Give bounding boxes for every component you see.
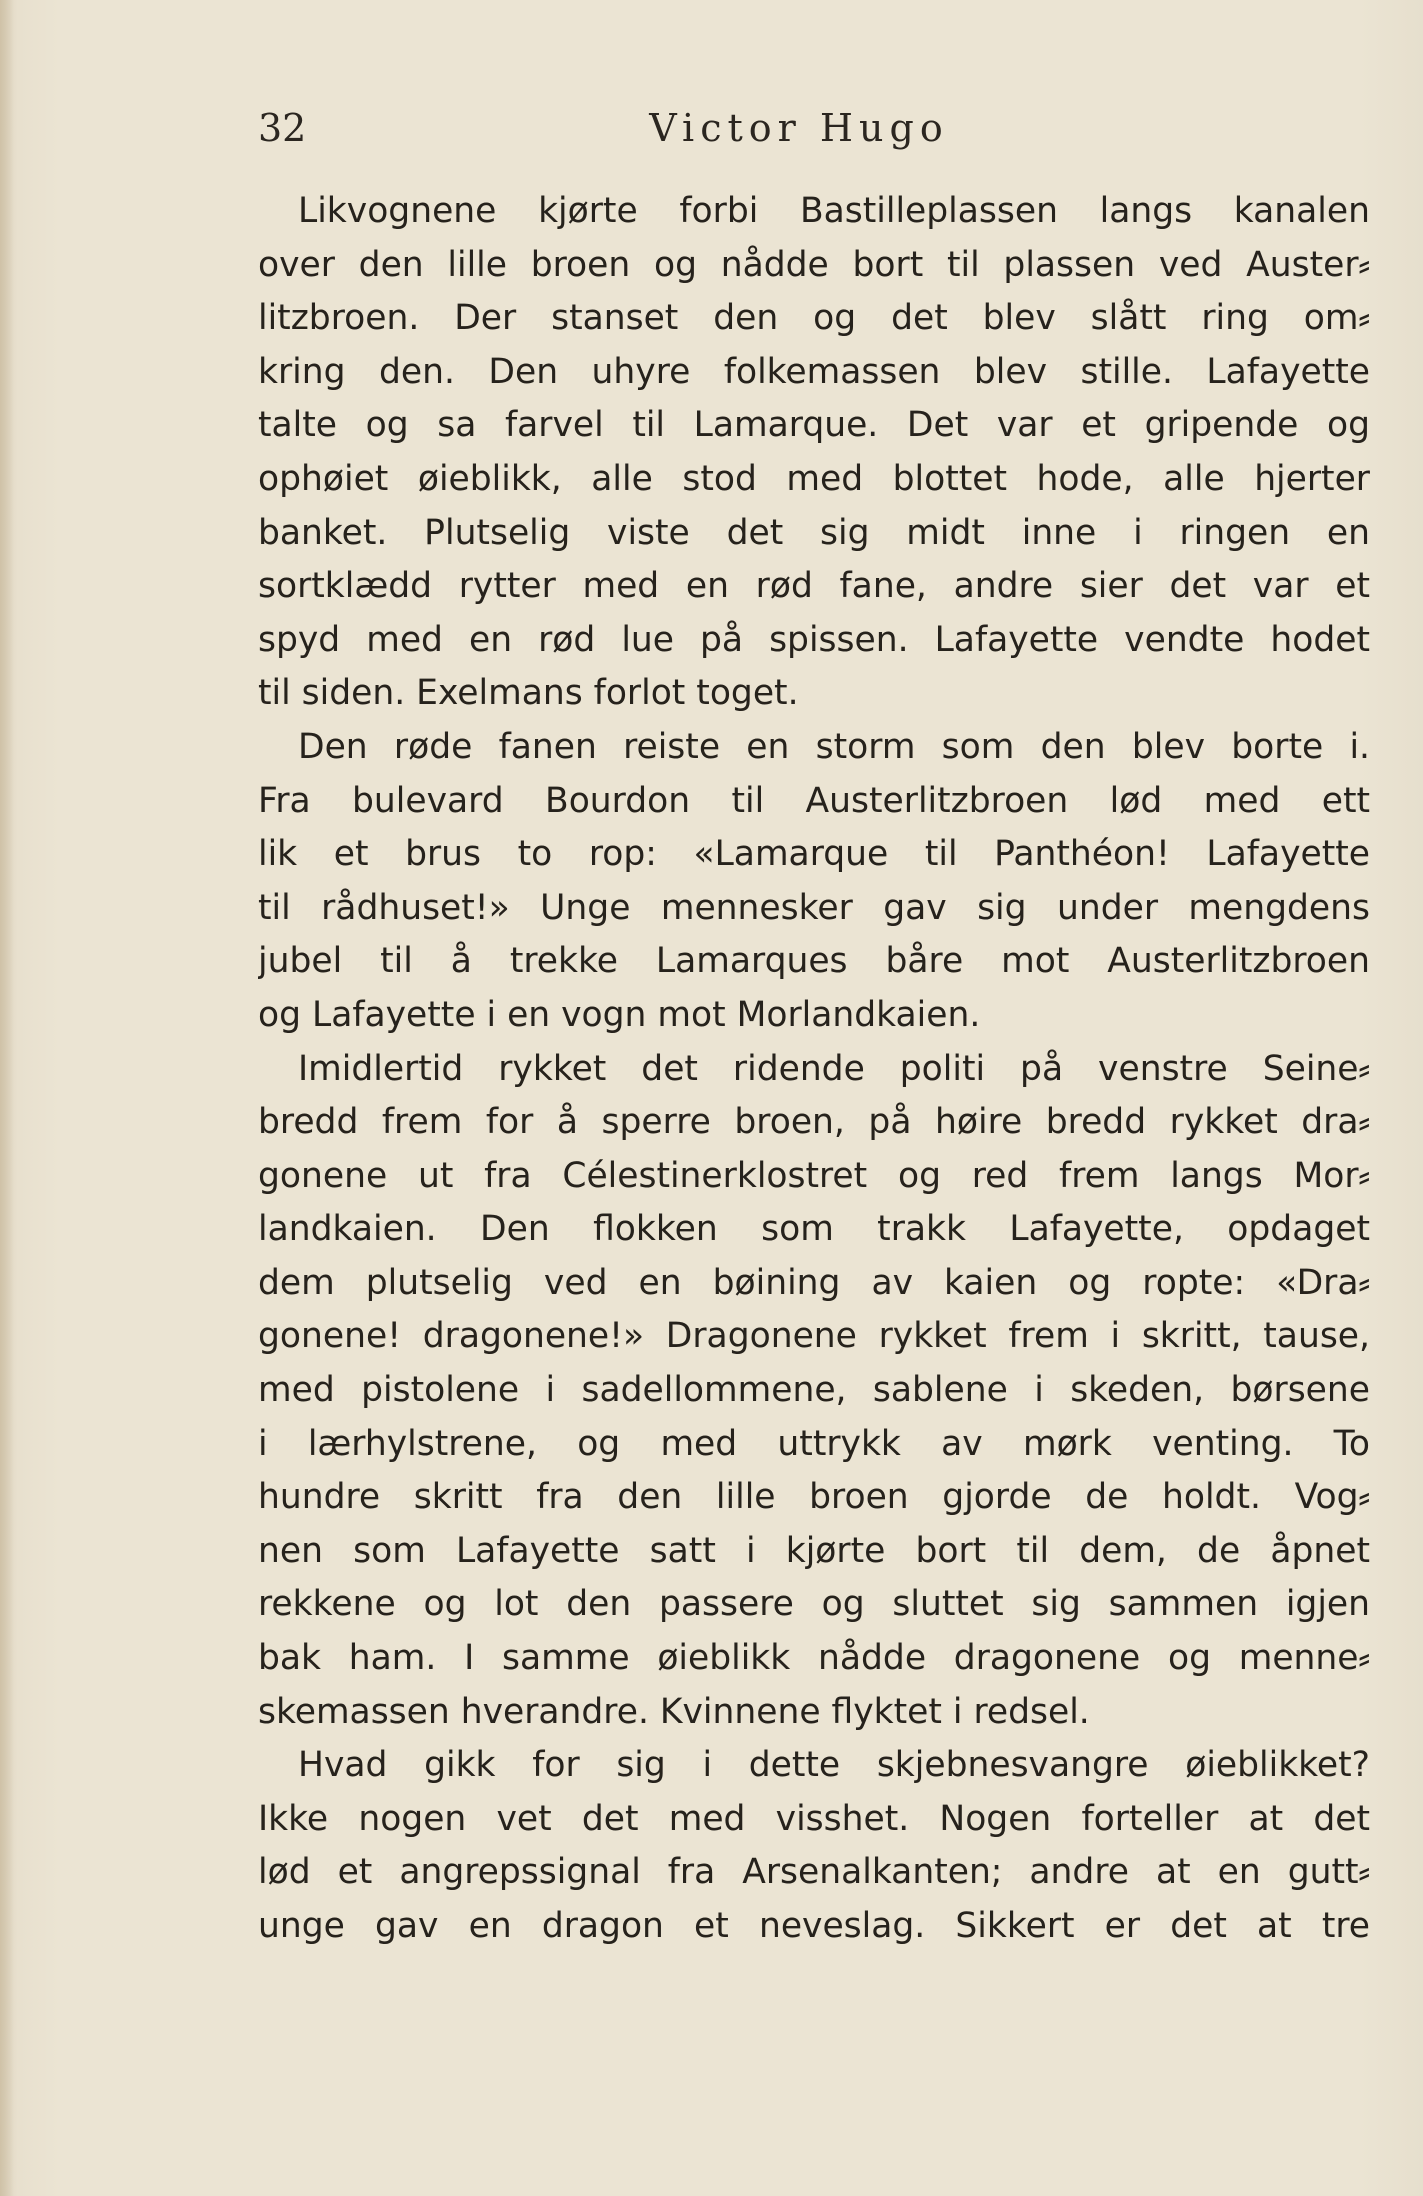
- page-number: 32: [258, 106, 307, 150]
- text-line: landkaien. Den flokken som trakk Lafayette, opdaget: [258, 1209, 1370, 1250]
- body-text: [258, 185, 1370, 1954]
- text-line: lik et brus to rop: «Lamarque til Panthéon! Lafayette: [258, 834, 1370, 875]
- page-header: [258, 100, 1370, 160]
- text-line: spyd med en rød lue på spissen. Lafayette vendte hodet: [258, 619, 1370, 660]
- page-binding-shadow: [0, 0, 14, 2196]
- text-line: jubel til å trekke Lamarques båre mot Austerlitzbroen: [258, 941, 1370, 982]
- text-line: gonene ut fra Célestinerklostret og red frem langs Mor⸗: [258, 1155, 1370, 1196]
- text-line: kring den. Den uhyre folkemassen blev stille. Lafayette: [258, 351, 1370, 392]
- text-line: gonene! dragonene!» Dragonene rykket frem i skritt, tause,: [258, 1316, 1370, 1357]
- text-line: bak ham. I samme øieblikk nådde dragonene og menne⸗: [258, 1638, 1370, 1679]
- text-line: i lærhylstrene, og med uttrykk av mørk venting. To: [258, 1423, 1370, 1464]
- text-line: dem plutselig ved en bøining av kaien og ropte: «Dra⸗: [258, 1262, 1370, 1303]
- text-line: og Lafayette i en vogn mot Morlandkaien.: [258, 994, 981, 1035]
- text-line: bredd frem for å sperre broen, på høire bredd rykket dra⸗: [258, 1102, 1370, 1143]
- text-line: ophøiet øieblikk, alle stod med blottet hode, alle hjerter: [258, 458, 1370, 499]
- text-line: Ikke nogen vet det med visshet. Nogen forteller at det: [258, 1798, 1370, 1839]
- text-line: rekkene og lot den passere og sluttet sig sammen igjen: [258, 1584, 1370, 1625]
- text-line: Likvognene kjørte forbi Bastilleplassen langs kanalen: [298, 191, 1370, 231]
- text-line: med pistolene i sadellommene, sablene i skeden, børsene: [258, 1370, 1370, 1411]
- text-line: sortklædd rytter med en rød fane, andre sier det var et: [258, 566, 1370, 607]
- text-line: lød et angrepssignal fra Arsenalkanten; andre at en gutt⸗: [258, 1852, 1370, 1893]
- text-line: hundre skritt fra den lille broen gjorde de holdt. Vog⸗: [258, 1477, 1370, 1518]
- text-line: Fra bulevard Bourdon til Austerlitzbroen lød med ett: [258, 780, 1370, 821]
- text-line: Den røde fanen reiste en storm som den blev borte i.: [298, 726, 1370, 767]
- text-line: talte og sa farvel til Lamarque. Det var et gripende og: [258, 405, 1370, 446]
- running-title: Victor Hugo: [649, 106, 949, 150]
- text-line: unge gav en dragon et neveslag. Sikkert er det at tre: [258, 1906, 1370, 1946]
- text-line: nen som Lafayette satt i kjørte bort til dem, de åpnet: [258, 1530, 1370, 1571]
- text-line: litzbroen. Der stanset den og det blev slått ring om⸗: [258, 298, 1370, 339]
- text-line: over den lille broen og nådde bort til plassen ved Auster⸗: [258, 244, 1370, 285]
- text-line: Hvad gikk for sig i dette skjebnesvangre øieblikket?: [298, 1745, 1370, 1786]
- text-line: skemassen hverandre. Kvinnene flyktet i redsel.: [258, 1691, 1090, 1732]
- text-line: Imidlertid rykket det ridende politi på venstre Seine⸗: [298, 1048, 1370, 1089]
- text-line: til siden. Exelmans forlot toget.: [258, 673, 799, 714]
- text-line: til rådhuset!» Unge mennesker gav sig under mengdens: [258, 887, 1370, 928]
- text-line: banket. Plutselig viste det sig midt inne i ringen en: [258, 512, 1370, 553]
